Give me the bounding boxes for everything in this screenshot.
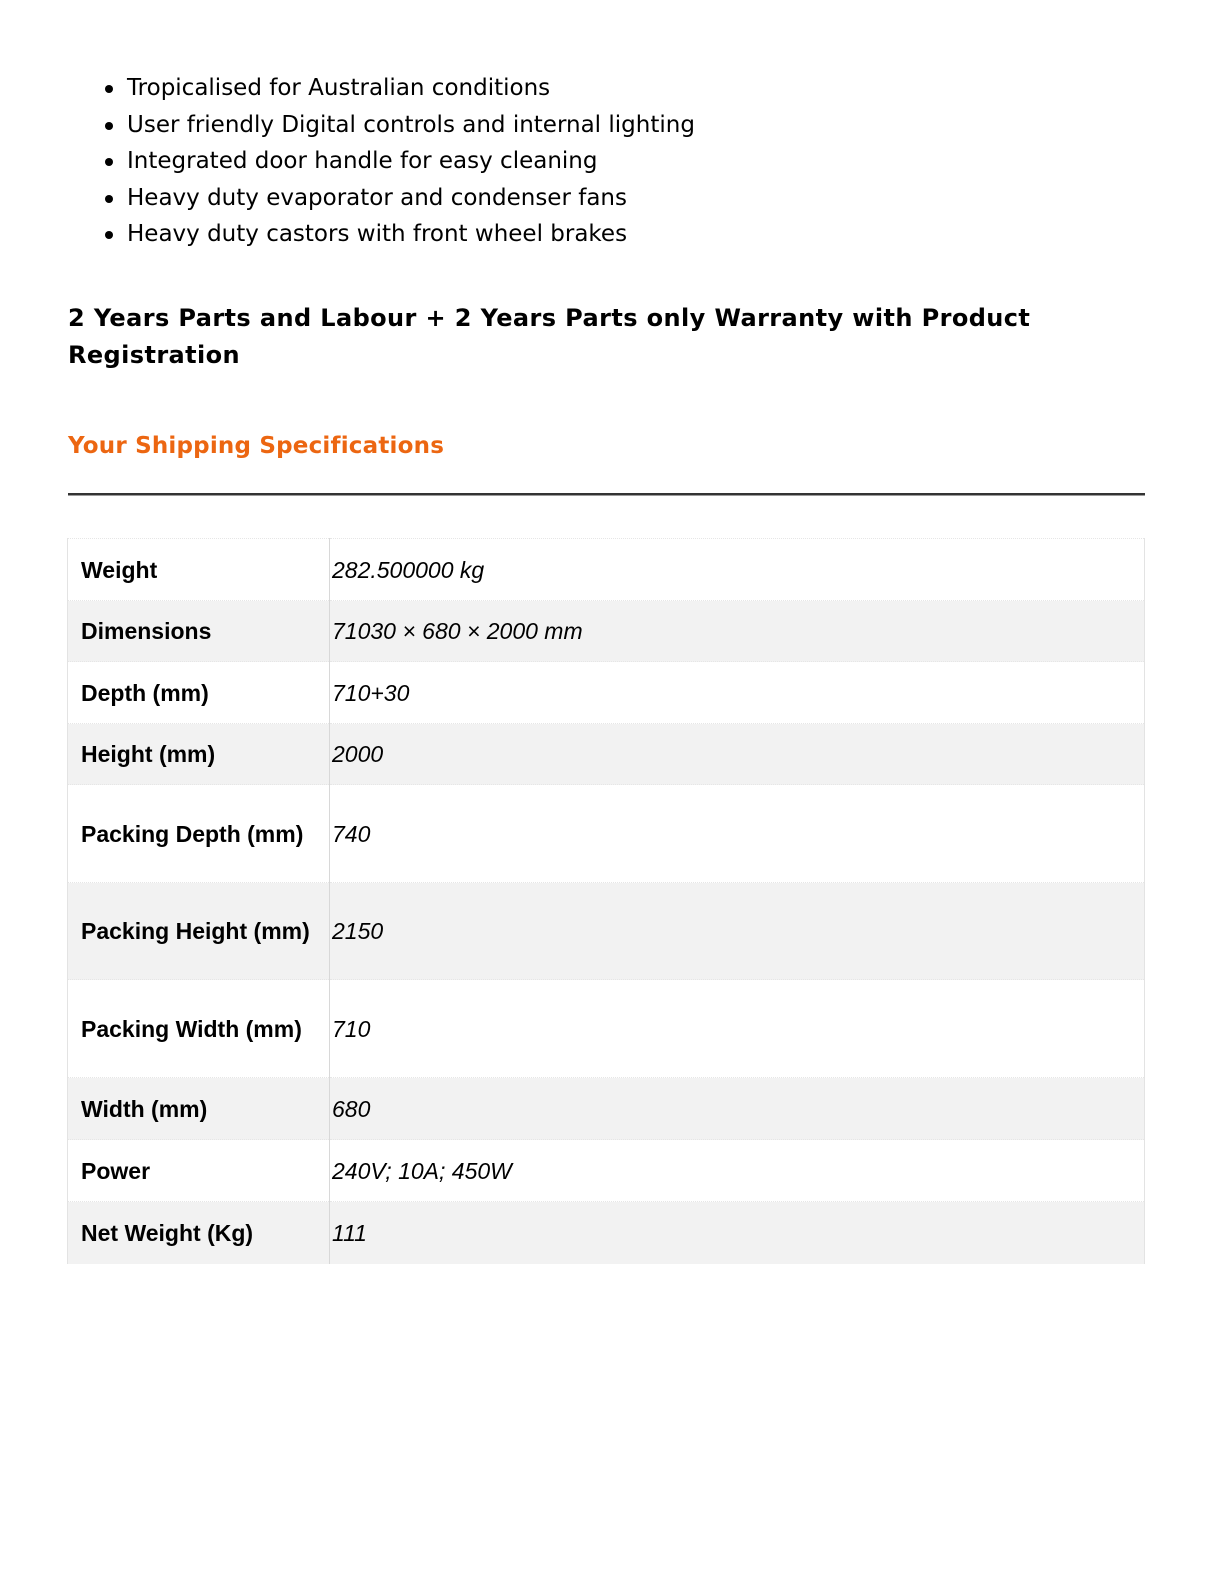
bullet-icon xyxy=(105,85,113,93)
table-row xyxy=(68,883,1145,980)
feature-item xyxy=(103,70,695,107)
table-row xyxy=(68,1140,1145,1202)
bullet-icon xyxy=(105,231,113,239)
section-divider xyxy=(68,493,1145,496)
spec-label: Depth (mm) xyxy=(68,662,330,724)
feature-text: User friendly Digital controls and internal lighting xyxy=(127,111,695,138)
feature-text: Integrated door handle for easy cleaning xyxy=(127,148,598,175)
feature-list xyxy=(103,70,695,253)
spec-value: 111 xyxy=(330,1202,1145,1264)
feature-item xyxy=(103,216,695,253)
table-row xyxy=(68,662,1145,724)
feature-item xyxy=(103,107,695,144)
warranty-heading: 2 Years Parts and Labour + 2 Years Parts only Warranty with Product Registration xyxy=(68,304,1031,369)
spec-label: Power xyxy=(68,1140,330,1202)
table-row xyxy=(68,539,1145,601)
bullet-icon xyxy=(105,195,113,203)
bullet-icon xyxy=(105,158,113,166)
spec-value: 710 xyxy=(330,980,1145,1078)
spec-label: Packing Width (mm) xyxy=(68,980,330,1078)
spec-value: 2000 xyxy=(330,724,1145,785)
spec-label: Packing Depth (mm) xyxy=(68,785,330,883)
spec-label: Height (mm) xyxy=(68,724,330,785)
table-row xyxy=(68,1078,1145,1140)
spec-value: 740 xyxy=(330,785,1145,883)
feature-text: Heavy duty evaporator and condenser fans xyxy=(127,184,627,211)
shipping-specifications-title: Your Shipping Specifications xyxy=(68,433,445,459)
bullet-icon xyxy=(105,122,113,130)
feature-item xyxy=(103,180,695,217)
table-row xyxy=(68,785,1145,883)
table-row xyxy=(68,1202,1145,1264)
spec-value: 710+30 xyxy=(330,662,1145,724)
spec-label: Width (mm) xyxy=(68,1078,330,1140)
spec-label: Weight xyxy=(68,539,330,601)
feature-item xyxy=(103,143,695,180)
spec-value: 71030 × 680 × 2000 mm xyxy=(330,601,1145,662)
feature-text: Tropicalised for Australian conditions xyxy=(127,75,551,101)
table-row xyxy=(68,601,1145,662)
spec-value: 2150 xyxy=(330,883,1145,980)
shipping-spec-table xyxy=(67,538,1145,1264)
table-row xyxy=(68,724,1145,785)
table-row xyxy=(68,980,1145,1078)
spec-label: Net Weight (Kg) xyxy=(68,1202,330,1264)
spec-value: 282.500000 kg xyxy=(330,539,1145,601)
spec-label: Dimensions xyxy=(68,601,330,662)
spec-label: Packing Height (mm) xyxy=(68,883,330,980)
spec-value: 240V; 10A; 450W xyxy=(330,1140,1145,1202)
spec-value: 680 xyxy=(330,1078,1145,1140)
feature-text: Heavy duty castors with front wheel brakes xyxy=(127,221,628,248)
